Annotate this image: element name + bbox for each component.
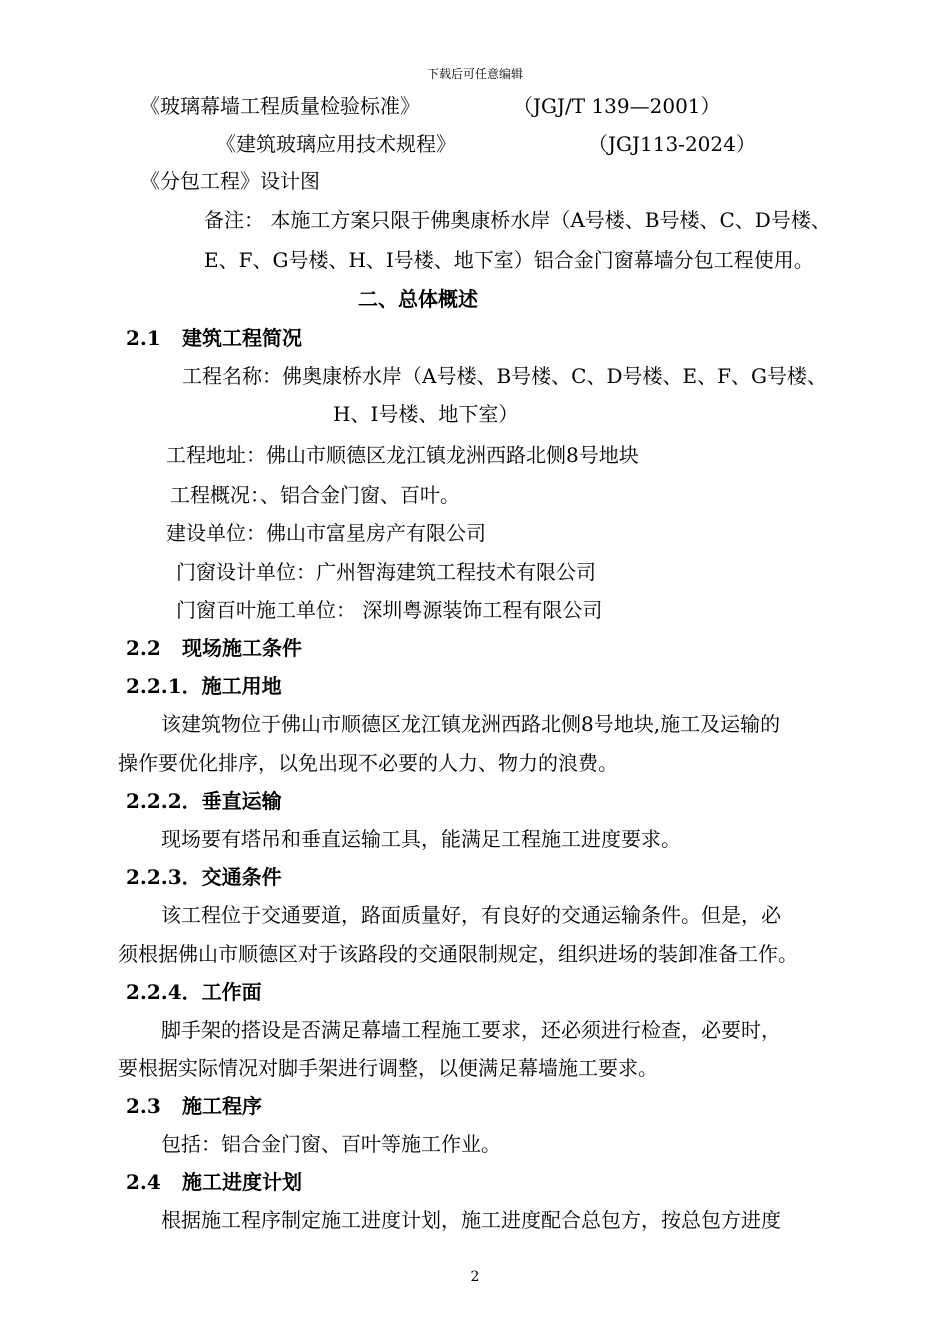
ref-title-2: 《建筑玻璃应用技术规程》: [216, 132, 456, 156]
project-address: 工程地址：佛山市顺德区龙江镇龙洲西路北侧8号地块: [166, 443, 639, 467]
paragraph-2-2-3-line-2: 须根据佛山市顺德区对于该路段的交通限制规定，组织进场的装卸准备工作。: [118, 942, 798, 966]
heading-2-1-title: 建筑工程简况: [182, 326, 302, 350]
heading-2-2-number: 2.2: [126, 636, 161, 660]
ref-code-2: （JGJ113-2024）: [588, 132, 756, 156]
paragraph-2-4: 根据施工程序制定施工进度计划，施工进度配合总包方，按总包方进度: [161, 1208, 781, 1232]
section-title: 二、总体概述: [358, 287, 478, 311]
heading-2-1-number: 2.1: [126, 326, 161, 350]
paragraph-2-2-1-line-1: 该建筑物位于佛山市顺德区龙江镇龙洲西路北侧8号地块,施工及运输的: [161, 712, 781, 736]
remark-line-2: E、F、G号楼、H、I号楼、地下室）铝合金门窗幕墙分包工程使用。: [204, 248, 814, 272]
heading-2-4-title: 施工进度计划: [182, 1170, 302, 1194]
window-designer: 门窗设计单位：广州智海建筑工程技术有限公司: [176, 560, 596, 584]
paragraph-2-2-4-line-2: 要根据实际情况对脚手架进行调整，以便满足幕墙施工要求。: [118, 1056, 658, 1080]
heading-2-2-title: 现场施工条件: [182, 636, 302, 660]
heading-2-2-2: 2.2.2．垂直运输: [126, 789, 282, 813]
ref-title-1: 《玻璃幕墙工程质量检验标准》: [140, 94, 420, 118]
heading-2-2-4: 2.2.4．工作面: [126, 980, 262, 1004]
project-owner: 建设单位：佛山市富星房产有限公司: [166, 521, 486, 545]
ref-title-3: 《分包工程》设计图: [140, 169, 320, 193]
page-number: 2: [470, 1269, 480, 1285]
heading-2-2-3: 2.2.3．交通条件: [126, 865, 282, 889]
ref-code-1: （JGJ/T 139—2001）: [513, 94, 721, 118]
window-contractor: 门窗百叶施工单位： 深圳粤源装饰工程有限公司: [176, 598, 603, 622]
paragraph-2-2-4-line-1: 脚手架的搭设是否满足幕墙工程施工要求，还必须进行检查，必要时，: [161, 1018, 781, 1042]
page-header: 下载后可任意编辑: [426, 67, 523, 81]
heading-2-3-number: 2.3: [126, 1094, 161, 1118]
heading-2-3-title: 施工程序: [182, 1094, 262, 1118]
paragraph-2-3: 包括：铝合金门窗、百叶等施工作业。: [161, 1132, 501, 1156]
heading-2-4-number: 2.4: [126, 1170, 161, 1194]
project-name-line-2: H、I号楼、地下室）: [333, 402, 519, 426]
paragraph-2-2-2-line-1: 现场要有塔吊和垂直运输工具，能满足工程施工进度要求。: [161, 827, 681, 851]
remark-line-1: 备注： 本施工方案只限于佛奥康桥水岸（A号楼、B号楼、C、D号楼、: [204, 208, 831, 232]
paragraph-2-2-1-line-2: 操作要优化排序，以免出现不必要的人力、物力的浪费。: [118, 751, 618, 775]
project-name-line-1: 工程名称：佛奥康桥水岸（A号楼、B号楼、C、D号楼、E、F、G号楼、: [182, 364, 827, 388]
heading-2-2-1: 2.2.1．施工用地: [126, 674, 282, 698]
project-overview: 工程概况：、铝合金门窗、百叶。: [170, 483, 460, 507]
paragraph-2-2-3-line-1: 该工程位于交通要道，路面质量好，有良好的交通运输条件。但是，必: [161, 903, 781, 927]
